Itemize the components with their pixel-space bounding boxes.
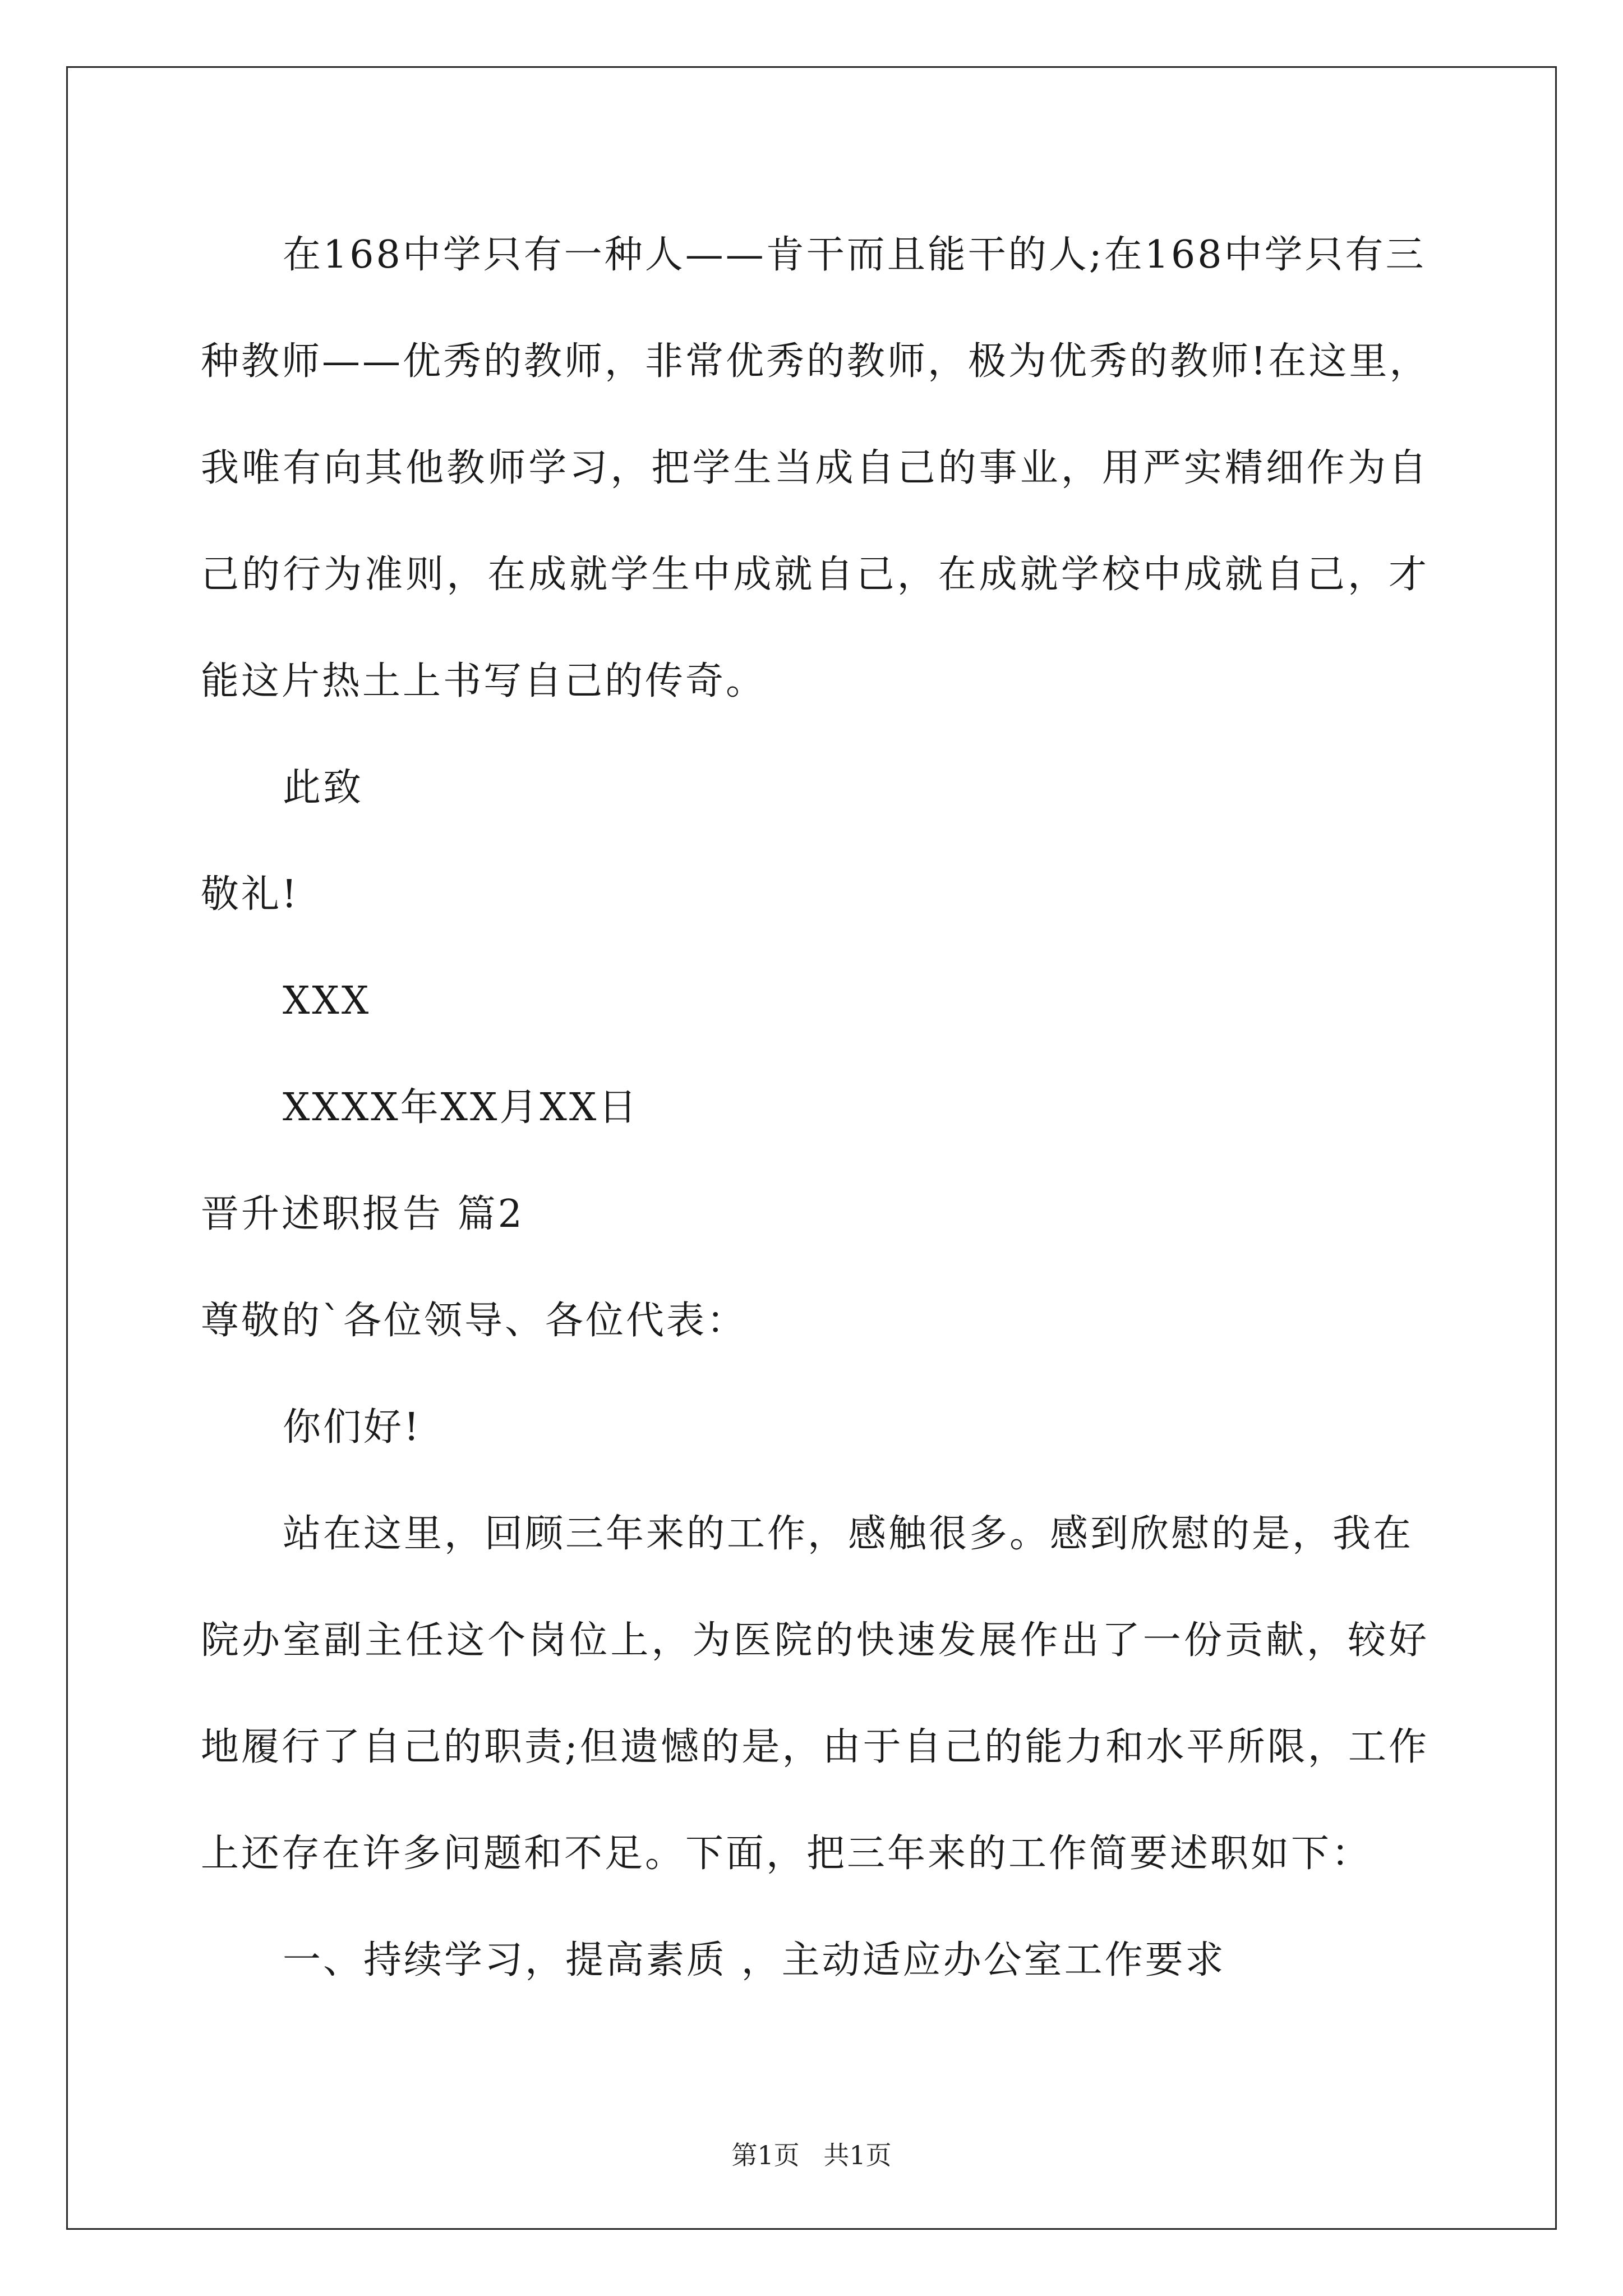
- paragraph-line: 在168中学只有一种人——肯干而且能干的人;在168中学只有三: [283, 233, 1426, 277]
- page-number: 第1页: [731, 2140, 800, 2170]
- subsection-heading: 一、持续学习，提高素质 ，主动适应办公室工作要求: [283, 1938, 1226, 1982]
- paragraph-line: 院办室副主任这个岗位上，为医院的快速发展作出了一份贡献，较好: [201, 1618, 1429, 1663]
- paragraph-line: 己的行为准则，在成就学生中成就自己，在成就学校中成就自己，才: [201, 553, 1429, 597]
- page-footer: [0, 2138, 1623, 2172]
- paragraph-line: 能这片热土上书写自己的传奇。: [201, 659, 767, 703]
- paragraph-line: 地履行了自己的职责;但遗憾的是，由于自己的能力和水平所限，工作: [201, 1725, 1429, 1769]
- paragraph-line: 我唯有向其他教师学习，把学生当成自己的事业，用严实精细作为自: [201, 446, 1429, 490]
- greeting-line: 尊敬的`各位领导、各位代表：: [201, 1299, 748, 1343]
- signature-date: XXXX年XX月XX日: [283, 1085, 639, 1130]
- signature-name: XXX: [283, 979, 371, 1023]
- paragraph-line: 上还存在许多问题和不足。下面，把三年来的工作简要述职如下：: [201, 1832, 1372, 1876]
- page-total: 共1页: [823, 2140, 892, 2170]
- paragraph-line: 站在这里，回顾三年来的工作，感触很多。感到欣慰的是，我在: [283, 1512, 1414, 1556]
- section-heading: 晋升述职报告 篇2: [201, 1192, 524, 1236]
- paragraph-line: 种教师——优秀的教师，非常优秀的教师，极为优秀的教师!在这里，: [201, 339, 1430, 384]
- closing-regards: 敬礼!: [201, 872, 299, 917]
- closing-salutation: 此致: [283, 766, 364, 810]
- greeting-hello: 你们好!: [283, 1405, 422, 1450]
